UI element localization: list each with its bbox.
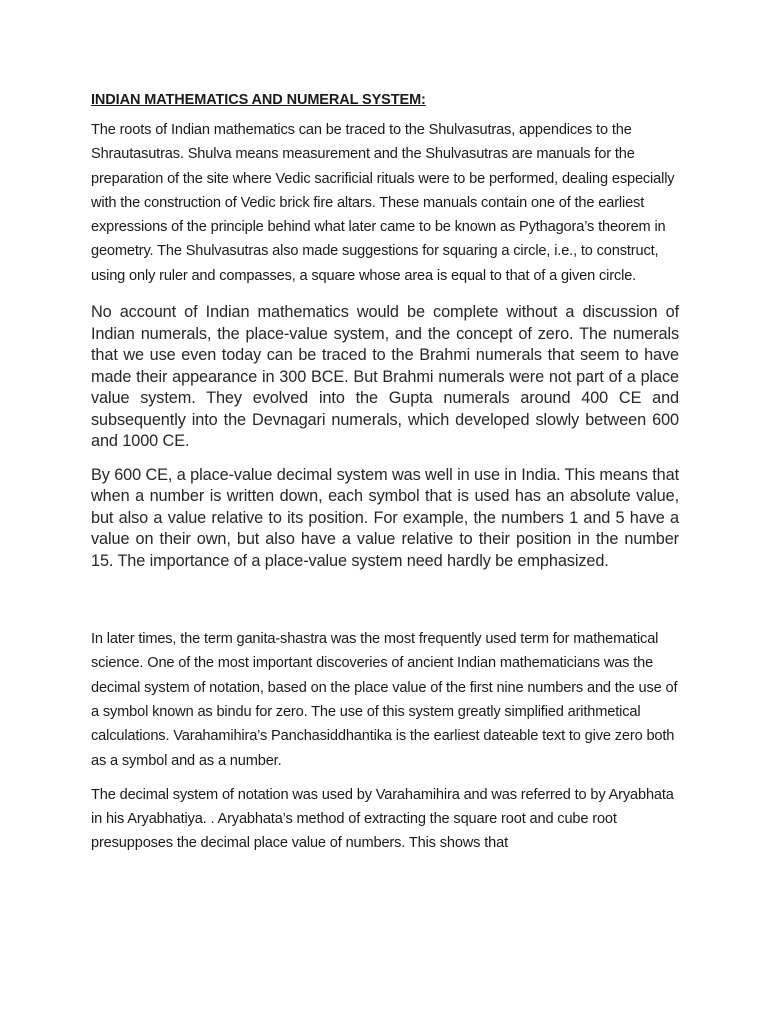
document-page <box>91 92 679 856</box>
document-heading: INDIAN MATHEMATICS AND NUMERAL SYSTEM: <box>91 92 426 108</box>
paragraph-place-value: By 600 CE, a place-value decimal system was well in use in India. This means that when a number is written down, each symbol that is used has an absolute value, but also a value relative to its position. For example, the numbers 1 and 5 have a value on their own, but also have a value relative to their position in the number 15. The importance of a place-value system need hardly be emphasized. <box>91 465 679 570</box>
paragraph-ganita-shastra: In later times, the term ganita-shastra was the most frequently used term for mathematical science. One of the most important discoveries of ancient Indian mathematicians was the decimal system of notation, based on the place value of the first nine numbers and the use of a symbol known as bindu for zero. The use of this system greatly simplified arithmetical calculations. Varahamihira’s Panchasiddhantika is the earliest dateable text to give zero both as a symbol and as a number. <box>91 631 678 769</box>
paragraph-decimal-notation: The decimal system of notation was used by Varahamihira and was referred to by Aryabhata in his Aryabhatiya. . Aryabhata’s method of extracting the square root and cube root presupposes the decimal place value of numbers. This shows that <box>91 786 674 852</box>
paragraph-shulvasutras: The roots of Indian mathematics can be traced to the Shulvasutras, appendices to the Shrautasutras. Shulva means measurement and the Shulvasutras are manuals for the preparation of the site where Vedic sacrificial rituals were to be performed, dealing especially with the construction of Vedic brick fire altars. These manuals contain one of the earliest expressions of the principle behind what later came to be known as Pythagora’s theorem in geometry. The Shulvasutras also made suggestions for squaring a circle, i.e., to construct, using only ruler and compasses, a square whose area is equal to that of a given circle. <box>91 122 675 284</box>
paragraph-indian-numerals: No account of Indian mathematics would be complete without a discussion of Indian numerals, the place-value system, and the concept of zero. The numerals that we use even today can be traced to the Brahmi numerals that seem to have made their appearance in 300 BCE. But Brahmi numerals were not part of a place value system. They evolved into the Gupta numerals around 400 CE and subsequently into the Devnagari numerals, which developed slowly between 600 and 1000 CE. <box>91 303 679 451</box>
